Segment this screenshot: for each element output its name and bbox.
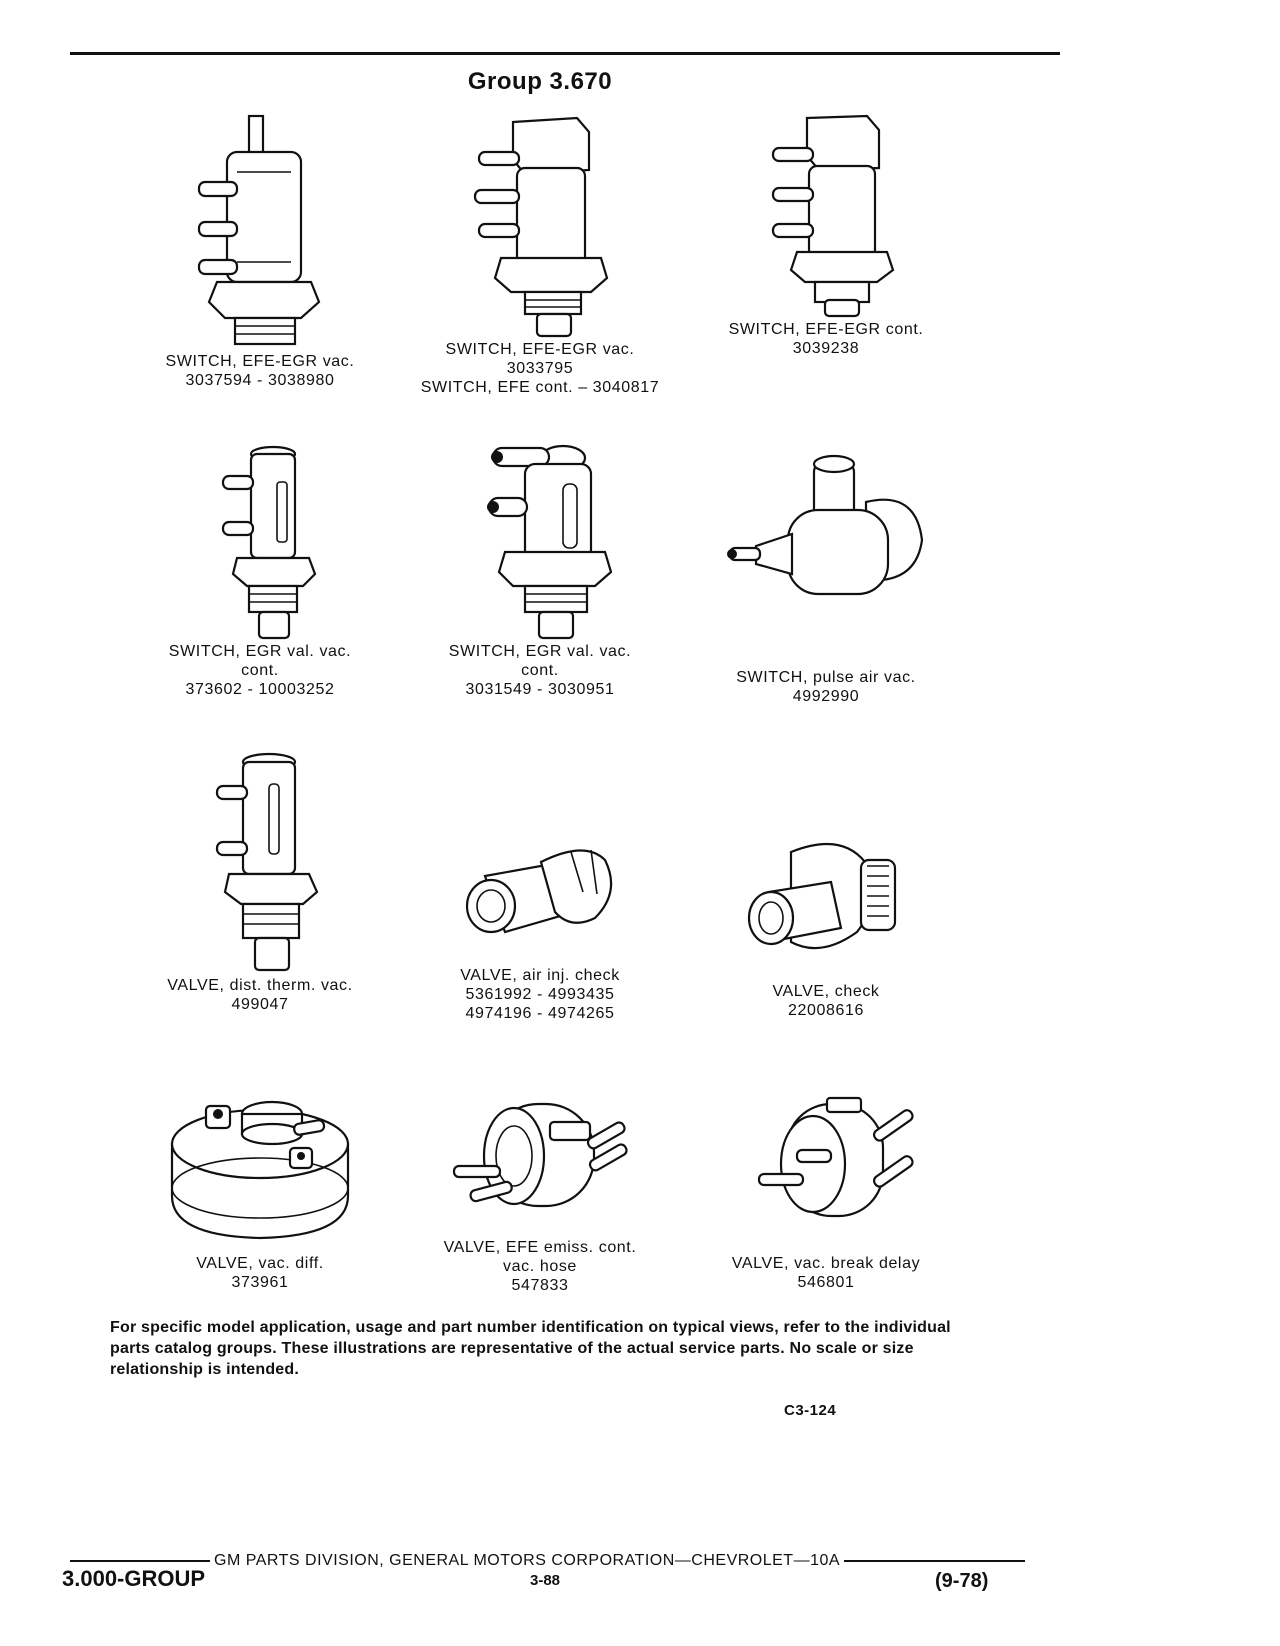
- part-name: SWITCH, EFE-EGR vac.: [445, 341, 635, 358]
- footer-rule-right: [844, 1560, 1025, 1562]
- part-name: VALVE, EFE emiss. cont.: [443, 1239, 637, 1256]
- part-name: SWITCH, EFE-EGR vac.: [165, 353, 355, 370]
- part-name: SWITCH, EGR val. vac.: [168, 643, 352, 660]
- part-name: SWITCH, EGR val. vac.: [448, 643, 632, 660]
- switch-illustration: [185, 442, 335, 642]
- part-caption: [110, 976, 410, 1014]
- part-name: VALVE, vac. break delay: [731, 1255, 921, 1272]
- part-efe-egr-cont-switch: [676, 112, 976, 358]
- part-efe-emiss-cont-valve: [390, 1078, 690, 1295]
- part-caption: [676, 320, 976, 358]
- switch-illustration: [751, 112, 901, 320]
- illustration-code: C3-124: [784, 1402, 837, 1419]
- part-name: VALVE, vac. diff.: [196, 1255, 324, 1272]
- part-number: 547833: [511, 1277, 569, 1294]
- part-name: cont.: [521, 662, 559, 679]
- part-name: SWITCH, pulse air vac.: [736, 669, 916, 686]
- part-name: VALVE, check: [772, 983, 880, 1000]
- part-number: 4974196 - 4974265: [465, 1005, 615, 1022]
- part-efe-egr-vac-switch-a: [110, 112, 410, 390]
- part-number: 499047: [231, 996, 289, 1013]
- part-number: 5361992 - 4993435: [465, 986, 615, 1003]
- parts-note: For specific model application, usage and part number identification on typical views, refer to the individual parts catalog groups. These illustrations are representative of the actual service parts. No scale or size relationship is intended.: [110, 1319, 951, 1378]
- part-name: SWITCH, EFE cont. – 3040817: [420, 379, 660, 396]
- part-caption: [390, 1238, 690, 1295]
- valve-illustration: [430, 1078, 650, 1238]
- part-dist-therm-vac-valve: [110, 748, 410, 1014]
- part-number: 3037594 - 3038980: [185, 372, 335, 389]
- part-caption: [676, 1254, 976, 1292]
- part-vac-diff-valve: [110, 1080, 410, 1292]
- valve-illustration: [185, 748, 335, 976]
- top-rule: [70, 52, 1060, 55]
- part-number: 373602 - 10003252: [185, 681, 335, 698]
- group-title: Group 3.670: [467, 68, 613, 95]
- footer-rule-left: [70, 1560, 210, 1562]
- part-caption: [676, 982, 976, 1020]
- part-name: SWITCH, EFE-EGR cont.: [728, 321, 924, 338]
- switch-illustration: [716, 450, 936, 668]
- part-number: 3039238: [792, 340, 860, 357]
- part-number: 546801: [797, 1274, 855, 1291]
- valve-illustration: [731, 832, 921, 982]
- part-name: cont.: [241, 662, 279, 679]
- part-egr-val-vac-cont-switch-a: [110, 442, 410, 699]
- part-number: 22008616: [788, 1002, 864, 1019]
- part-caption: [390, 340, 690, 397]
- switch-illustration: [185, 112, 335, 352]
- part-number: 4992990: [792, 688, 860, 705]
- footer-publisher: GM PARTS DIVISION, GENERAL MOTORS CORPORATION—CHEVROLET—10A: [214, 1552, 841, 1569]
- part-caption: [390, 966, 690, 1023]
- part-number: 373961: [231, 1274, 289, 1291]
- part-name: vac. hose: [503, 1258, 577, 1275]
- part-caption: [390, 642, 690, 699]
- part-name: VALVE, air inj. check: [460, 967, 620, 984]
- part-caption: [110, 1254, 410, 1292]
- part-caption: [110, 642, 410, 699]
- valve-illustration: [445, 832, 635, 966]
- part-check-valve: [676, 832, 976, 1020]
- part-caption: [110, 352, 410, 390]
- part-name: VALVE, dist. therm. vac.: [167, 977, 353, 994]
- footer-group: 3.000-GROUP: [62, 1566, 206, 1591]
- switch-illustration: [465, 112, 615, 340]
- footer-date: (9-78): [935, 1570, 989, 1592]
- part-vac-break-delay-valve: [676, 1080, 976, 1292]
- part-number: 3033795: [506, 360, 574, 377]
- footer-publisher-line: [70, 1552, 1025, 1570]
- part-air-inj-check-valve: [390, 832, 690, 1023]
- switch-illustration: [465, 434, 615, 642]
- footer-page-number: 3-88: [530, 1572, 561, 1589]
- part-number: 3031549 - 3030951: [465, 681, 615, 698]
- part-pulse-air-vac-switch: [676, 450, 976, 706]
- valve-illustration: [160, 1080, 360, 1254]
- valve-illustration: [721, 1080, 931, 1254]
- part-caption: [676, 668, 976, 706]
- part-efe-egr-vac-switch-b: [390, 112, 690, 397]
- part-egr-val-vac-cont-switch-b: [390, 434, 690, 699]
